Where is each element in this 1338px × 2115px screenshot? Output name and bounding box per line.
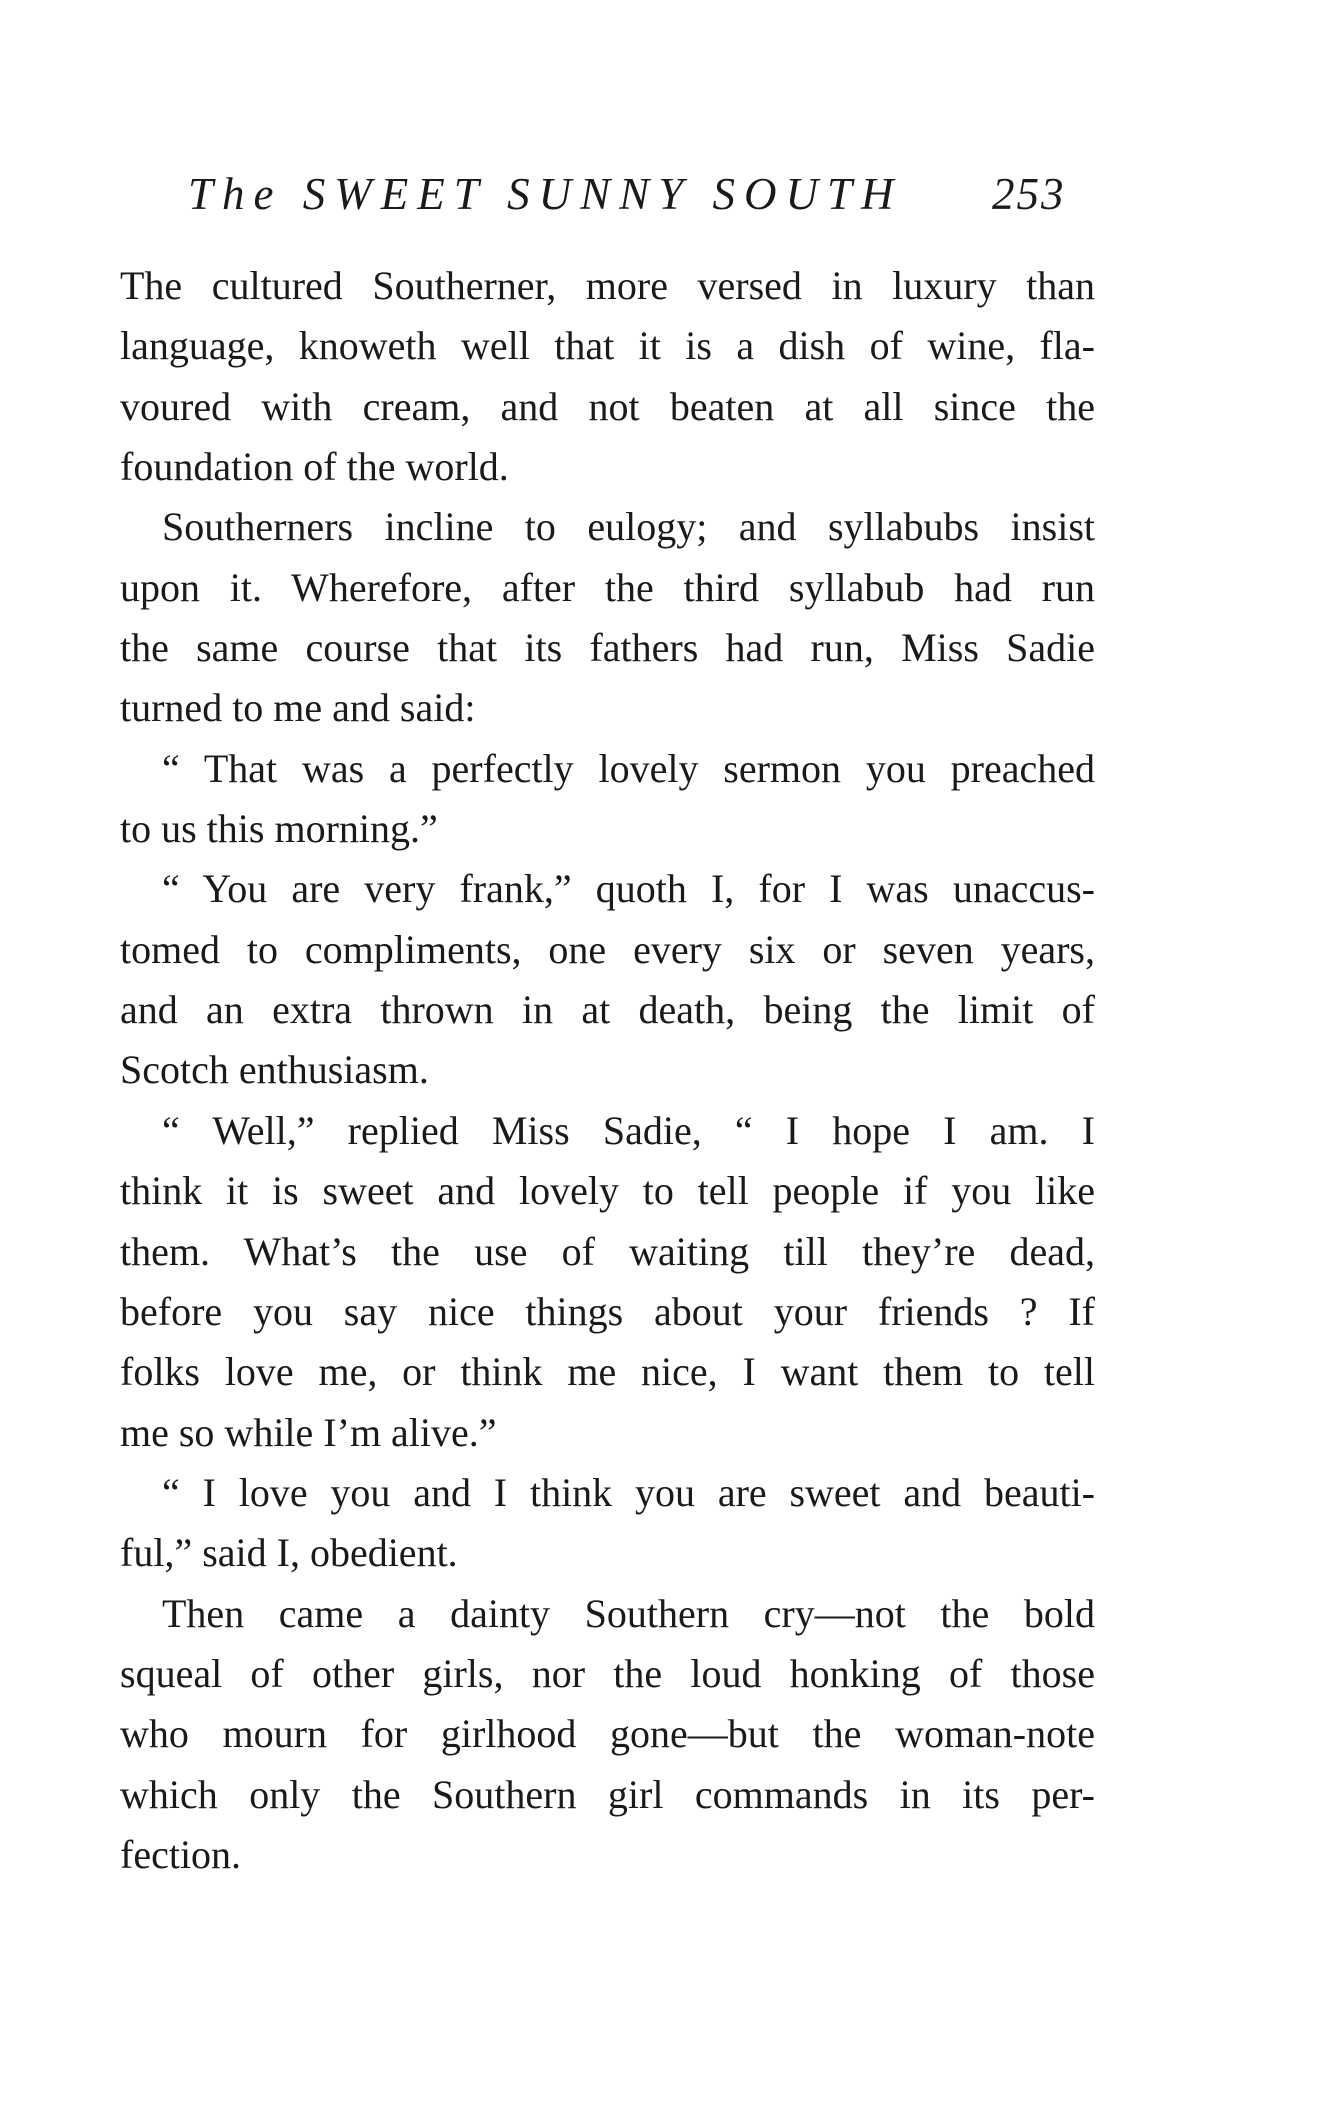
- text-line: fection.: [120, 1831, 242, 1877]
- text-line: tomed to compliments, one every six or seven years,: [120, 926, 1095, 972]
- text-line: ful,” said I, obedient.: [120, 1530, 458, 1576]
- paragraph: [120, 1463, 1095, 1584]
- paragraph: [120, 497, 1095, 738]
- text-line: before you say nice things about your friends ? If: [120, 1288, 1095, 1334]
- text-line: “ That was a perfectly lovely sermon you preached: [162, 745, 1095, 791]
- text-line: who mourn for girlhood gone—but the woman-note: [120, 1711, 1095, 1757]
- text-line: think it is sweet and lovely to tell people if you like: [120, 1168, 1095, 1214]
- text-line: voured with cream, and not beaten at all since the: [120, 383, 1095, 429]
- paragraph: [120, 1101, 1095, 1463]
- text-line: Southerners incline to eulogy; and syllabubs insist: [162, 504, 1095, 550]
- text-line: and an extra thrown in at death, being the limit of: [120, 987, 1095, 1033]
- running-title: The SWEET SUNNY SOUTH: [188, 169, 903, 219]
- paragraph: [120, 859, 1095, 1100]
- body-text: [120, 256, 1095, 1885]
- text-line: The cultured Southerner, more versed in luxury than: [120, 263, 1095, 308]
- text-line: them. What’s the use of waiting till they’re dead,: [120, 1228, 1095, 1274]
- text-line: Scotch enthusiasm.: [120, 1047, 429, 1093]
- text-line: Then came a dainty Southern cry—not the bold: [162, 1590, 1095, 1636]
- text-line: to us this morning.”: [120, 806, 438, 852]
- text-line: which only the Southern girl commands in its per-: [120, 1771, 1095, 1817]
- page-number: 253: [992, 169, 1066, 219]
- text-line: foundation of the world.: [120, 444, 509, 490]
- text-line: language, knoweth well that it is a dish of wine, fla-: [120, 323, 1095, 369]
- text-line: “ You are very frank,” quoth I, for I was unaccus-: [162, 866, 1095, 912]
- text-line: squeal of other girls, nor the loud honking of those: [120, 1650, 1095, 1696]
- paragraph: [120, 256, 1095, 497]
- text-line: the same course that its fathers had run, Miss Sadie: [120, 625, 1095, 671]
- text-line: “ I love you and I think you are sweet and beauti-: [162, 1469, 1095, 1515]
- text-line: me so while I’m alive.”: [120, 1409, 497, 1455]
- text-line: upon it. Wherefore, after the third syllabub had run: [120, 564, 1095, 610]
- paragraph: [120, 739, 1095, 860]
- page-header: [0, 168, 1338, 228]
- paragraph: [120, 1584, 1095, 1886]
- text-line: folks love me, or think me nice, I want them to tell: [120, 1349, 1095, 1395]
- text-line: “ Well,” replied Miss Sadie, “ I hope I am. I: [162, 1107, 1095, 1153]
- text-line: turned to me and said:: [120, 685, 476, 731]
